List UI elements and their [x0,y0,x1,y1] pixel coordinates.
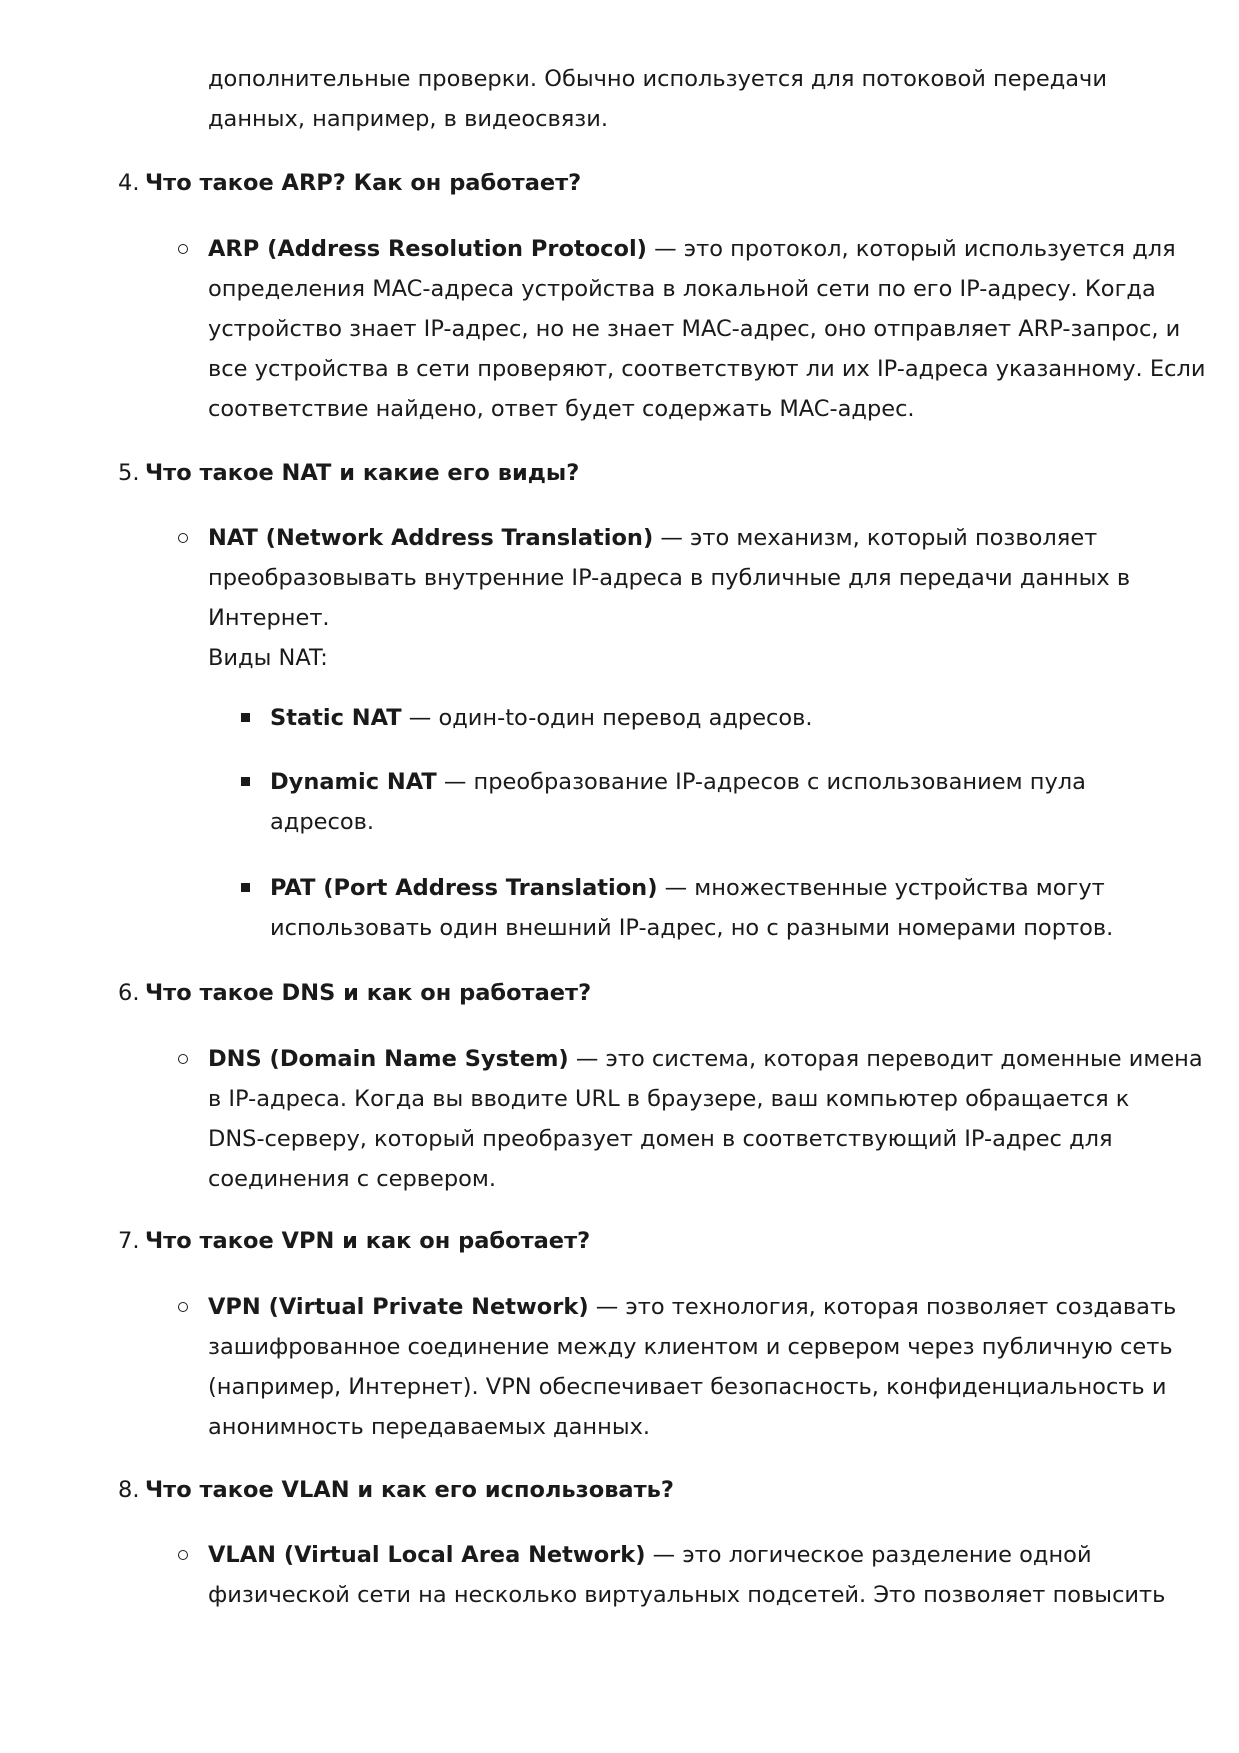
answer-line: преобразовывать внутренние IP-адреса в публичные для передачи данных в [208,565,1131,591]
answer-line [208,229,1176,269]
list-number: 8. [118,1477,140,1503]
answer-term: NAT (Network Address Translation) [208,525,654,551]
answer-term: ARP (Address Resolution Protocol) [208,236,647,262]
list-number: 4. [118,170,140,196]
list-number: 7. [118,1228,140,1254]
answer-text: — это механизм, который позволяет [653,525,1098,551]
circle-bullet-icon [178,1550,188,1560]
answer-line [208,1287,1176,1327]
answer-line: Виды NAT: [208,645,328,671]
answer-line: определения MAC-адреса устройства в локальной сети по его IP-адресу. Когда [208,276,1156,302]
answer-line [208,1039,1203,1079]
answer-line: зашифрованное соединение между клиентом и сервером через публичную сеть [208,1334,1173,1360]
subitem-text: — один-to-один перевод адресов. [401,705,813,731]
square-bullet-icon [241,713,250,722]
answer-line: соединения с сервером. [208,1166,497,1192]
question-heading: Что такое DNS и как он работает? [145,980,592,1006]
answer-line: Интернет. [208,605,330,631]
answer-text: — это протокол, который используется для [646,236,1176,262]
list-number: 5. [118,460,140,486]
intro-line: данных, например, в видеосвязи. [208,106,609,132]
answer-term: VLAN (Virtual Local Area Network) [208,1542,646,1568]
answer-line: анонимность передаваемых данных. [208,1414,651,1440]
subitem-line [270,868,1105,908]
answer-line: соответствие найдено, ответ будет содержать MAC-адрес. [208,396,915,422]
question-heading: Что такое VPN и как он работает? [145,1228,591,1254]
answer-line: устройство знает IP-адрес, но не знает MAC-адрес, оно отправляет ARP-запрос, и [208,316,1181,342]
circle-bullet-icon [178,533,188,543]
answer-term: DNS (Domain Name System) [208,1046,569,1072]
question-heading: Что такое NAT и какие его виды? [145,460,580,486]
subitem-text: — преобразование IP-адресов с использованием пула [436,769,1086,795]
answer-text: — это технология, которая позволяет создавать [588,1294,1177,1320]
question-heading: Что такое VLAN и как его использовать? [145,1477,674,1503]
subitem-term: PAT (Port Address Translation) [270,875,658,901]
subitem-line: использовать один внешний IP-адрес, но с разными номерами портов. [270,915,1114,941]
intro-line: дополнительные проверки. Обычно используется для потоковой передачи [208,66,1107,92]
answer-line [208,518,1097,558]
subitem-term: Dynamic NAT [270,769,437,795]
list-number: 6. [118,980,140,1006]
answer-text: — это логическое разделение одной [645,1542,1092,1568]
circle-bullet-icon [178,1302,188,1312]
subitem-text: — множественные устройства могут [657,875,1105,901]
square-bullet-icon [241,777,250,786]
circle-bullet-icon [178,244,188,254]
answer-text: — это система, которая переводит доменные имена [568,1046,1203,1072]
subitem-line [270,698,813,738]
answer-line: физической сети на несколько виртуальных подсетей. Это позволяет повысить [208,1582,1166,1608]
question-heading: Что такое ARP? Как он работает? [145,170,582,196]
answer-line [208,1535,1092,1575]
answer-line: (например, Интернет). VPN обеспечивает безопасность, конфиденциальность и [208,1374,1167,1400]
subitem-term: Static NAT [270,705,402,731]
subitem-line [270,762,1086,802]
answer-term: VPN (Virtual Private Network) [208,1294,589,1320]
answer-line: DNS-серверу, который преобразует домен в соответствующий IP-адрес для [208,1126,1113,1152]
answer-line: все устройства в сети проверяют, соответствуют ли их IP-адреса указанному. Если [208,356,1206,382]
subitem-line: адресов. [270,809,375,835]
circle-bullet-icon [178,1054,188,1064]
square-bullet-icon [241,883,250,892]
answer-line: в IP-адреса. Когда вы вводите URL в браузере, ваш компьютер обращается к [208,1086,1130,1112]
